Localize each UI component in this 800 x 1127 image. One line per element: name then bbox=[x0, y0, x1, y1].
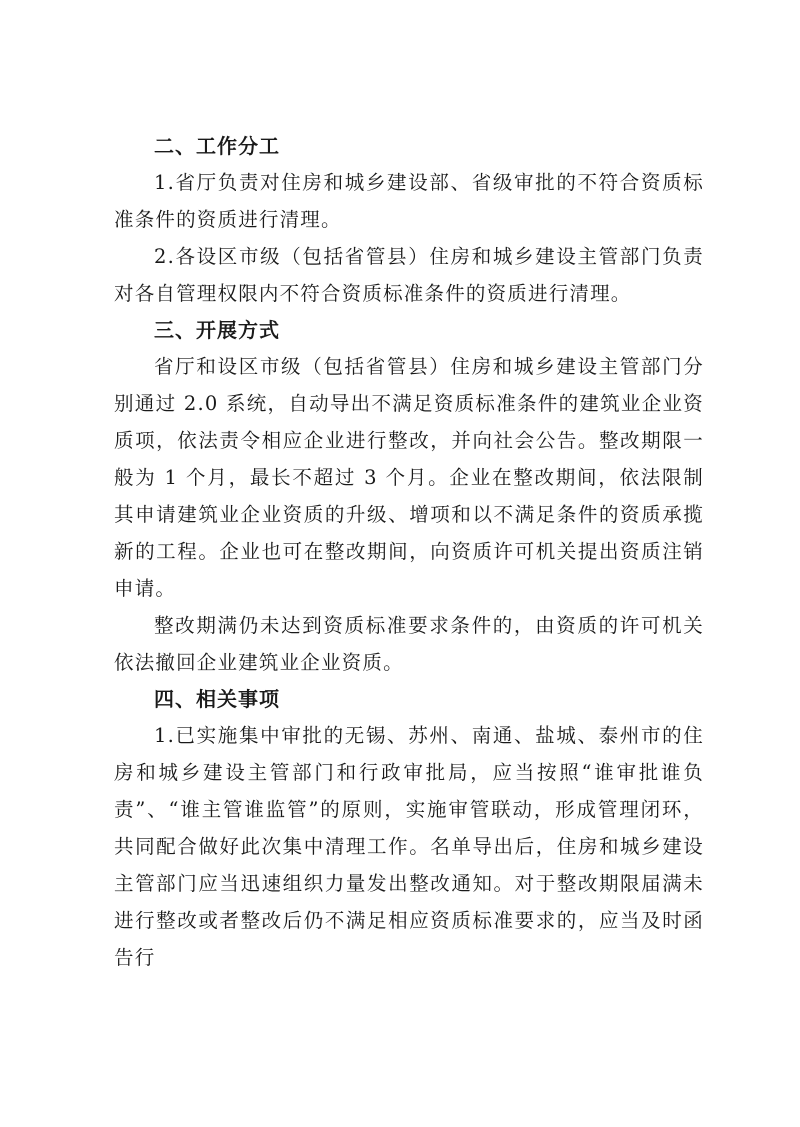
section-heading: 三、开展方式 bbox=[154, 318, 280, 342]
document-page bbox=[114, 128, 704, 976]
section-paragraph: 2.各设区市级（包括省管县）住房和城乡建设主管部门负责对各自管理权限内不符合资质标准条件的资质进行清理。 bbox=[114, 245, 704, 305]
section-paragraph: 1.已实施集中审批的无锡、苏州、南通、盐城、泰州市的住房和城乡建设主管部门和行政审批局，应当按照“谁审批谁负责”、“谁主管谁监管”的原则，实施审管联动，形成管理闭环，共同配合做好此次集中清理工作。名单导出后，住房和城乡建设主管部门应当迅速组织力量发出整改通知。对于整改期限届满未进行整改或者整改后仍不满足相应资质标准要求的，应当及时函告行 bbox=[114, 724, 704, 969]
section-implementation-method bbox=[114, 312, 704, 681]
section-heading: 四、相关事项 bbox=[154, 687, 280, 711]
section-heading: 二、工作分工 bbox=[154, 134, 280, 158]
section-paragraph: 1.省厅负责对住房和城乡建设部、省级审批的不符合资质标准条件的资质进行清理。 bbox=[114, 171, 704, 231]
section-paragraph: 省厅和设区市级（包括省管县）住房和城乡建设主管部门分别通过 2.0 系统，自动导出不满足资质标准条件的建筑业企业资质项，依法责令相应企业进行整改，并向社会公告。整改期限一般为 1 个月，最长不超过 3 个月。企业在整改期间，依法限制其申请建筑业企业资质的升级、增项和以不满足条件的资质承揽新的工程。企业也可在整改期间，向资质许可机关提出资质注销申请。 bbox=[114, 355, 704, 600]
section-related-matters bbox=[114, 681, 704, 976]
section-work-division bbox=[114, 128, 704, 312]
section-paragraph: 整改期满仍未达到资质标准要求条件的，由资质的许可机关依法撤回企业建筑业企业资质。 bbox=[114, 614, 704, 674]
